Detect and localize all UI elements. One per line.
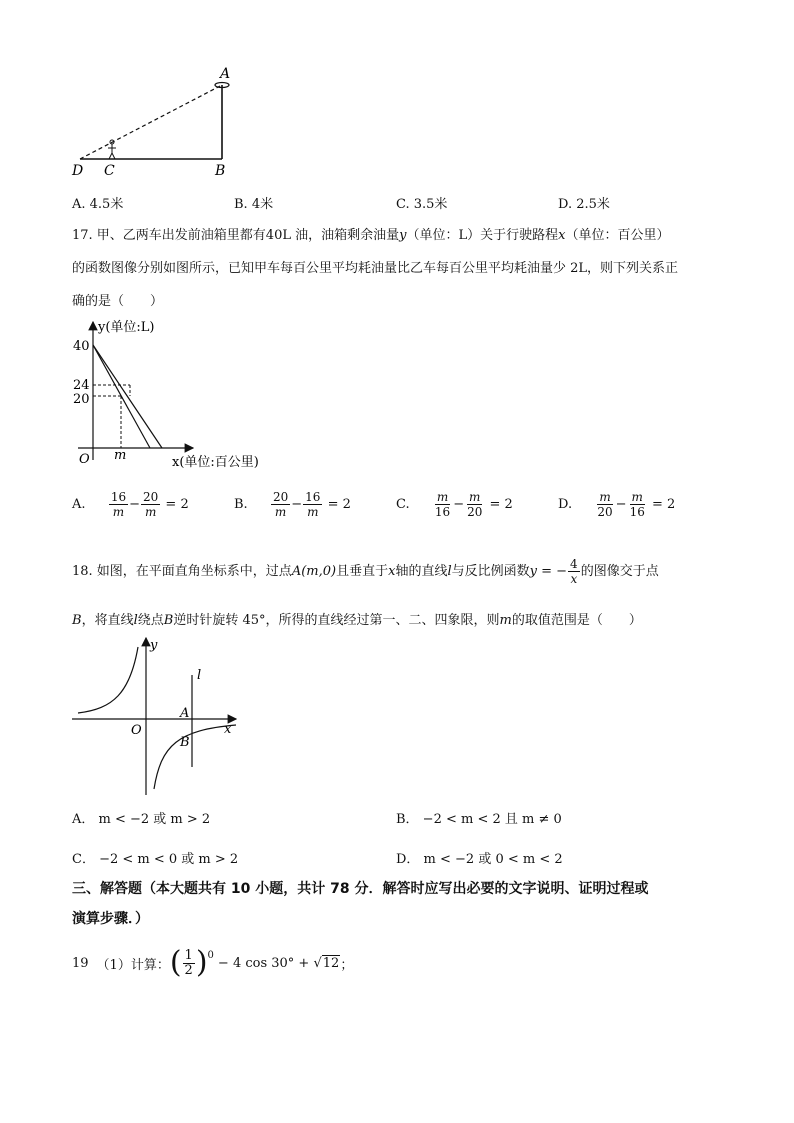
q17-stem-line3: 确的是（ ）: [72, 294, 164, 309]
q18-b-label: B: [180, 735, 190, 750]
q18-y-label: y: [150, 638, 158, 653]
q19-part1: [72, 945, 354, 980]
label-c: C: [104, 163, 115, 179]
q17-origin: O: [79, 452, 90, 467]
section3-heading-line2: 演算步骤．）: [72, 911, 149, 927]
q16-option-b[interactable]: B. 4米: [234, 197, 274, 212]
q18-x-label: x: [224, 722, 232, 737]
q18-option-c[interactable]: C． −2 < m < 0 或 m > 2: [72, 852, 239, 867]
q17-stem-mid: （单位：L）关于行驶路程: [406, 228, 559, 243]
q18-origin: O: [131, 723, 142, 738]
q18-option-a[interactable]: A． m < −2 或 m > 2: [72, 812, 211, 827]
q19-end: ；: [340, 957, 354, 973]
q17-y-axis-label: y(单位:L): [98, 320, 155, 335]
q17-option-c[interactable]: C. $\frac{m}{16}$ − $\frac{m}{20}$ = 2: [396, 490, 513, 519]
q19-part-label: （1）计算：: [96, 957, 170, 973]
q17-stem-post: （单位：百公里）: [565, 228, 670, 243]
q16-option-a[interactable]: A. 4.5米: [72, 197, 124, 212]
q19-sqrt-value: 12: [322, 956, 340, 971]
q18-figure: [68, 633, 248, 803]
q17-option-b[interactable]: B. $\frac{20}{m}$ − $\frac{16}{m}$ = 2: [234, 490, 351, 519]
q17-option-a[interactable]: A. $\frac{16}{m}$ − $\frac{20}{m}$ = 2: [72, 490, 189, 519]
label-a: A: [220, 66, 231, 82]
label-d: D: [72, 163, 84, 179]
q19-paren-fraction: ( $\frac{1}{2}$ ) $^0$: [169, 945, 214, 980]
q18-option-d[interactable]: D． m < −2 或 0 < m < 2: [396, 852, 563, 867]
q16-option-c[interactable]: C. 3.5米: [396, 197, 448, 212]
q18-func-fraction: $\frac{4}{x}$: [570, 557, 578, 586]
light-ray-dashed: [80, 85, 222, 159]
q19-number: 19: [72, 955, 89, 971]
q17-stem-pre: 17. 甲、乙两车出发前油箱里都有40L 油，油箱剩余油量: [72, 228, 400, 243]
q17-option-d[interactable]: D. $\frac{m}{20}$ − $\frac{m}{16}$ = 2: [558, 490, 676, 519]
q18-stem-line1: 18. 如图，在平面直角坐标系中，过点A(m,0)且垂直于x轴的直线l与反比例函数y = − $\frac{4}{x}$ 的图像交于点: [72, 557, 659, 586]
q18-l-label: l: [197, 668, 202, 683]
q18-hyperbola-q2: [78, 647, 138, 713]
q16-option-d[interactable]: D. 2.5米: [558, 197, 610, 212]
q18-stem-line2: B，将直线l绕点B逆时针旋转 45°，所得的直线经过第一、二、四象限，则m的取值范围是（ ）: [72, 613, 642, 628]
q18-option-b[interactable]: B． −2 < m < 2 且 m ≠ 0: [396, 812, 562, 827]
q17-m-label: m: [114, 448, 127, 463]
q17-stem-line1: [72, 224, 669, 243]
q17-stem-line2: 的函数图像分别如图所示，已知甲车每百公里平均耗油量比乙车每百公里平均耗油量少 2L，则下列关系正: [72, 261, 679, 276]
q17-var-y: y: [399, 228, 407, 243]
q17-tick-40: 40: [73, 339, 90, 354]
q18-point-a: A(m,0): [291, 564, 337, 579]
q16-figure: [60, 60, 260, 185]
label-b: B: [215, 163, 226, 179]
q17-tick-20: 20: [73, 392, 90, 407]
q17-figure: [68, 312, 298, 472]
q17-var-x: x: [558, 228, 566, 243]
section3-heading-line1: 三、解答题（本大题共有 10 小题，共计 78 分．解答时应写出必要的文字说明、证明过程或: [72, 881, 649, 897]
q19-expression: − 4 cos 30° +: [217, 955, 314, 971]
q17-x-axis-label: x(单位:百公里): [172, 455, 259, 470]
q18-a-label: A: [180, 706, 190, 721]
q17-tick-24: 24: [73, 378, 90, 393]
sqrt-icon: √: [313, 955, 322, 971]
